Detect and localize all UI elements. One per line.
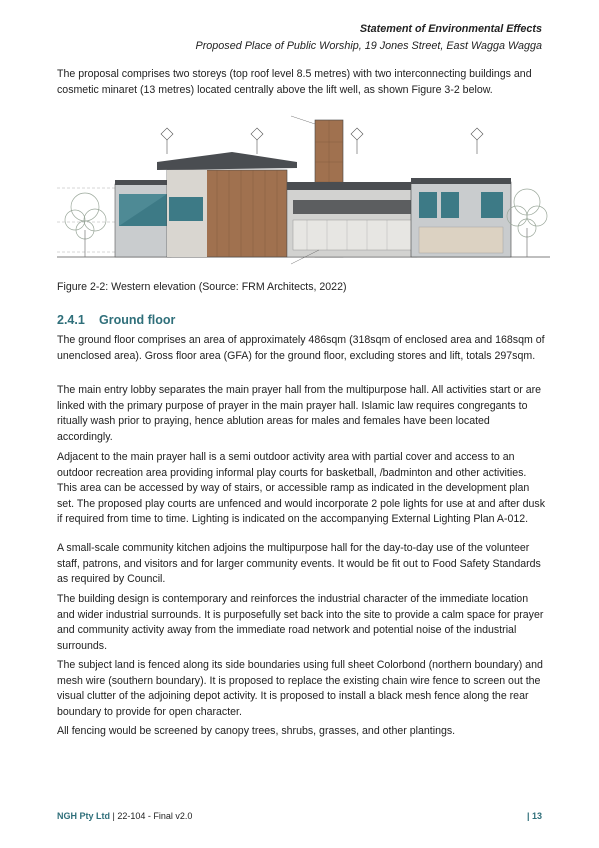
footer-page-number: | 13	[526, 811, 542, 821]
paragraph-building-design: The building design is contemporary and reinforces the industrial character of the immediate location and wider industrial surrounds. It is purposefully set back into the site to provide a calm space for prayer and community activity away from the immediate road network and potential noise of the industrial surrounds.	[57, 593, 544, 652]
paragraph-ground-area: The ground floor comprises an area of approximately 486sqm (318sqm of enclosed area and 168sqm of unenclosed area). Gross floor area (GFA) for the ground floor, excluding stores and lift, totals 297sqm.	[57, 334, 545, 362]
section-heading	[57, 313, 175, 327]
paragraph-kitchen: A small-scale community kitchen adjoins the multipurpose hall for the day-to-day use of the volunteer staff, patrons, and visitors and for larger community events. It would be fit out to Food Safety Standards as required by Council.	[57, 542, 541, 586]
left-tree	[65, 193, 106, 257]
header-subtitle: Proposed Place of Public Worship, 19 Jones Street, East Wagga Wagga	[195, 40, 542, 52]
right-tree	[507, 189, 547, 257]
section-number: 2.4.1	[57, 313, 85, 327]
paragraph-fencing: The subject land is fenced along its side boundaries using full sheet Colorbond (northern boundary) and mesh wire (southern boundary). It is proposed to replace the existing chain wire fence to screen out the visual clutter of the adjoining depot activity. It is proposed to install a black mesh fence along the rear boundary to provide for open character.	[57, 659, 543, 718]
footer-company: NGH Pty Ltd	[57, 811, 110, 821]
figure-caption: Figure 2-2: Western elevation (Source: FRM Architects, 2022)	[57, 281, 347, 293]
paragraph-outdoor-area: Adjacent to the main prayer hall is a semi outdoor activity area with partial cover and access to an outdoor recreation area providing informal play courts for basketball, /badminton and other activities. This area can be accessed by way of stairs, or accessible ramp as indicated in the development plan set. The proposed play courts are unfenced and would incorporate 2 pole lights for use at and after dusk if required from time to time. Lighting is indicated on the accompanying External Lighting Plan A-012.	[57, 451, 546, 526]
section-title: Ground floor	[99, 313, 176, 327]
paragraph-entry-lobby: The main entry lobby separates the main prayer hall from the multipurpose hall. All activities start or are linked with the primary purpose of prayer in the main prayer hall. Islamic law requires congregants to ritually wash prior to praying, hence ablution areas for males and females have been located accordingly.	[57, 384, 542, 443]
header-title: Statement of Environmental Effects	[359, 23, 542, 35]
intro-paragraph: The proposal comprises two storeys (top roof level 8.5 metres) with two interconnecting buildings and cosmetic minaret (13 metres) located centrally above the lift well, as shown Figure 3-2 below.	[57, 68, 532, 96]
footer-doc: | 22-104 - Final v2.0	[110, 811, 193, 821]
paragraph-screening: All fencing would be screened by canopy trees, shrubs, grasses, and other plantings.	[57, 725, 456, 737]
western-elevation-figure	[57, 102, 550, 274]
footer-left	[57, 811, 192, 821]
